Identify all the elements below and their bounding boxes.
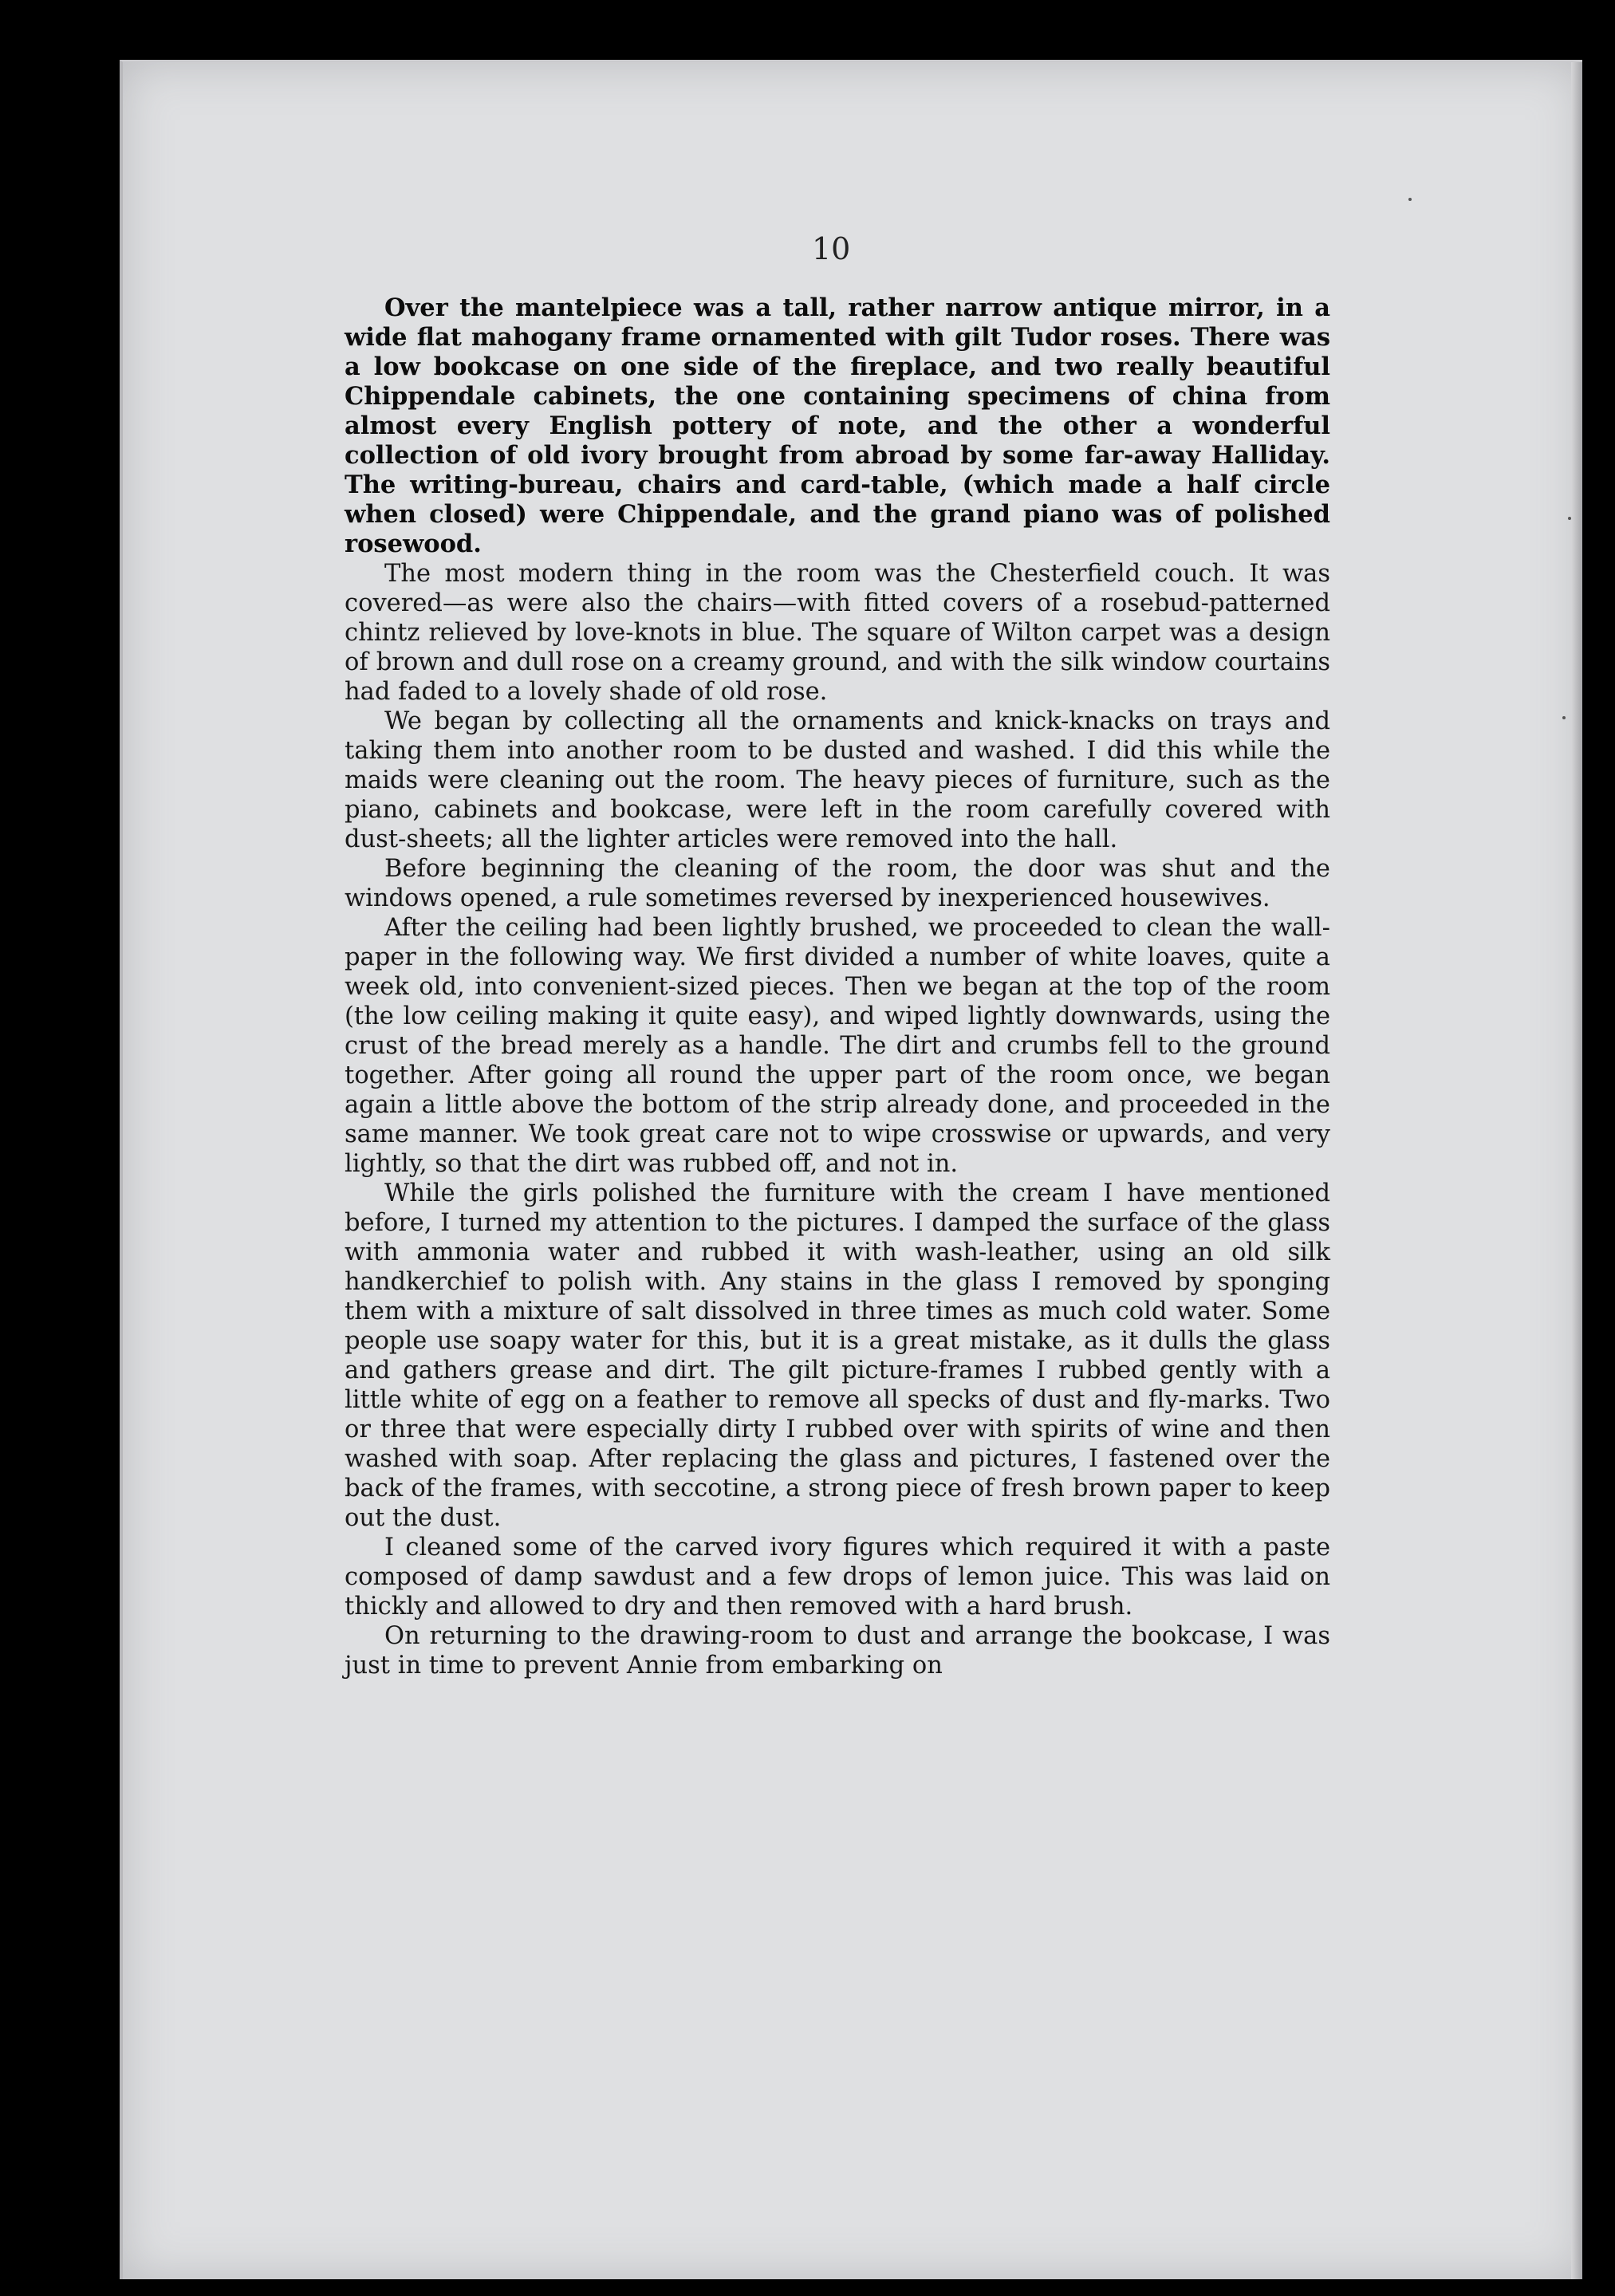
speck-mark [1568,517,1571,520]
speck-mark [1562,716,1566,719]
page-edge [1571,62,1582,2279]
body-text [345,293,1330,1680]
paragraph: Over the mantelpiece was a tall, rather narrow antique mirror, in a wide flat mahogany frame ornamented with gilt Tudor roses. There was a low bookcase on one side of the fireplace, and two really beautiful Chippendale cabinets, the one containing specimens of china from almost every English pottery of note, and the other a wonderful collection of old ivory brought from abroad by some far-away Halliday. The writing-bureau, chairs and card-table, (which made a half circle when closed) were Chippendale, and the grand piano was of polished rosewood. [345,293,1330,558]
paragraph: After the ceiling had been lightly brushed, we proceeded to clean the wall-paper in the following way. We first divided a number of white loaves, quite a week old, into convenient-sized pieces. Then we began at the top of the room (the low ceiling making it quite easy), and wiped lightly downwards, using the crust of the bread merely as a handle. The dirt and crumbs fell to the ground together. After going all round the upper part of the room once, we began again a little above the bottom of the strip already done, and proceeded in the same manner. We took great care not to wipe crosswise or upwards, and very lightly, so that the dirt was rubbed off, and not in. [345,914,1330,1178]
paragraph: The most modern thing in the room was the Chesterfield couch. It was covered—as were also the chairs—with fitted covers of a rosebud-patterned chintz relieved by love-knots in blue. The square of Wilton carpet was a design of brown and dull rose on a creamy ground, and with the silk window courtains had faded to a lovely shade of old rose. [345,560,1330,706]
paragraph: I cleaned some of the carved ivory figures which required it with a paste composed of damp sawdust and a few drops of lemon juice. This was laid on thickly and allowed to dry and then removed with a hard brush. [345,1534,1330,1621]
paragraph: We began by collecting all the ornaments and knick-knacks on trays and taking them into another room to be dusted and washed. I did this while the maids were cleaning out the room. The heavy pieces of furniture, such as the piano, cabinets and bookcase, were left in the room carefully covered with dust-sheets; all the lighter articles were removed into the hall. [345,707,1330,853]
paragraph: While the girls polished the furniture with the cream I have mentioned before, I turned my attention to the pictures. I damped the surface of the glass with ammonia water and rubbed it with wash-leather, using an old silk handkerchief to polish with. Any stains in the glass I removed by sponging them with a mixture of salt dissolved in three times as much cold water. Some people use soapy water for this, but it is a great mistake, as it dulls the glass and gathers grease and dirt. The gilt picture-frames I rubbed gently with a little white of egg on a feather to remove all specks of dust and fly-marks. Two or three that were especially dirty I rubbed over with spirits of wine and then washed with soap. After replacing the glass and pictures, I fastened over the back of the frames, with seccotine, a strong piece of fresh brown paper to keep out the dust. [345,1180,1330,1532]
page-number: 10 [812,231,851,266]
speck-mark [1408,198,1412,201]
paragraph: Before beginning the cleaning of the room, the door was shut and the windows opened, a rule sometimes reversed by inexperienced housewives. [345,855,1330,912]
paragraph: On returning to the drawing-room to dust and arrange the bookcase, I was just in time to prevent Annie from embarking on [345,1622,1330,1680]
